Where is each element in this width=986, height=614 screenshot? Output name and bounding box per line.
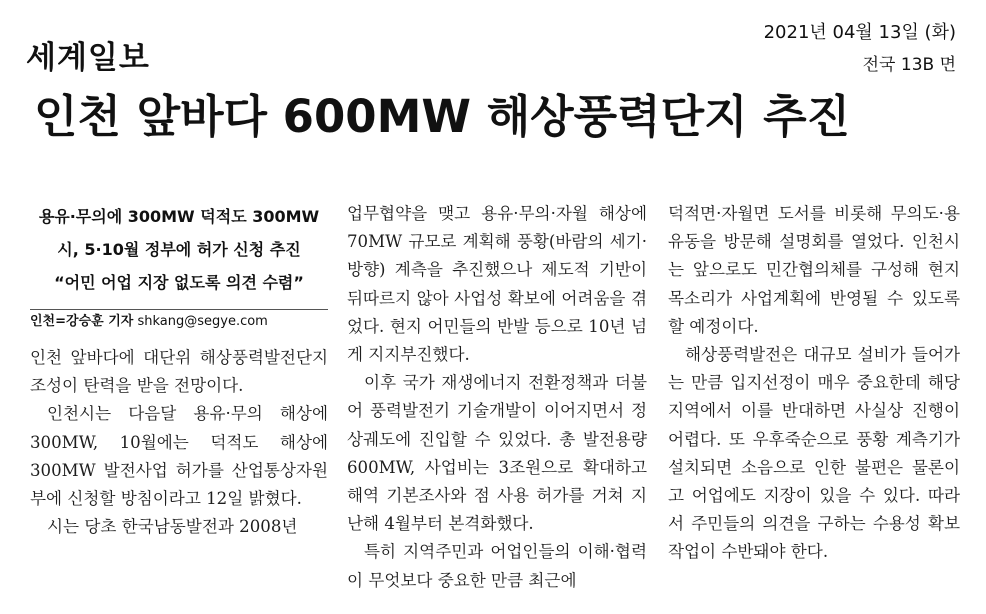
masthead-logo: 세계일보 xyxy=(26,40,150,76)
subheadline xyxy=(30,200,328,299)
subheadline-line-3: “어민 어업 지장 없도록 의견 수렴” xyxy=(54,273,304,292)
article-column-1 xyxy=(30,200,328,541)
byline xyxy=(30,309,328,332)
byline-email: shkang@segye.com xyxy=(137,314,268,329)
article-headline: 인천 앞바다 600MW 해상풍력단지 추진 xyxy=(34,90,851,143)
paragraph: 덕적면·자월면 도서를 비롯해 무의도·용유동을 방문해 설명회를 열었다. 인천시는 앞으로도 민간협의체를 구성해 현지 목소리가 사업계획에 반영될 수 있도록 할 예정이다. xyxy=(668,204,960,336)
paragraph: 이후 국가 재생에너지 전환정책과 더불어 풍력발전기 기술개발이 이어지면서 정상궤도에 진입할 수 있었다. 총 발전용량 600MW, 사업비는 3조원으로 확대하고 해역 기본조사와 점 사용 허가를 거쳐 지난해 4월부터 본격화했다. xyxy=(347,373,647,534)
subheadline-line-1: 용유·무의에 300MW 덕적도 300MW xyxy=(38,207,320,226)
subheadline-line-2: 시, 5·10월 정부에 허가 신청 추진 xyxy=(57,240,301,259)
article-column-2 xyxy=(347,200,647,595)
paragraph: 특히 지역주민과 어업인들의 이해·협력이 무엇보다 중요한 만큼 최근에 xyxy=(347,542,647,590)
paragraph: 해상풍력발전은 대규모 설비가 들어가는 만큼 입지선정이 매우 중요한데 해당 지역에서 이를 반대하면 사실상 진행이 어렵다. 또 우후죽순으로 풍황 계측기가 설치되면 소음으로 인한 불편은 물론이고 어업에도 지장이 있을 수 있다. 따라서 주민들의 의견을 구하는 수용성 확보작업이 수반돼야 한다. xyxy=(668,345,960,562)
paragraph: 업무협약을 맺고 용유·무의·자월 해상에 70MW 규모로 계획해 풍황(바람의 세기·방향) 계측을 추진했으나 제도적 기반이 뒤따르지 않아 사업성 확보에 어려움을 겪었다. 현지 어민들의 반발 등으로 10년 넘게 지지부진했다. xyxy=(347,204,647,365)
byline-author: 인천=강승훈 기자 xyxy=(30,314,134,329)
paragraph: 인천시는 다음달 용유·무의 해상에 300MW, 10월에는 덕적도 해상에 300MW 발전사업 허가를 산업통상자원부에 신청할 방침이라고 12일 밝혔다. xyxy=(30,404,328,509)
publication-date: 2021년 04월 13일 (화) xyxy=(763,22,956,43)
paragraph: 인천 앞바다에 대단위 해상풍력발전단지 조성이 탄력을 받을 전망이다. xyxy=(30,348,328,396)
page-number: 전국 13B 면 xyxy=(862,55,956,75)
article-column-3 xyxy=(668,200,960,567)
paragraph: 시는 당초 한국남동발전과 2008년 xyxy=(47,517,298,537)
